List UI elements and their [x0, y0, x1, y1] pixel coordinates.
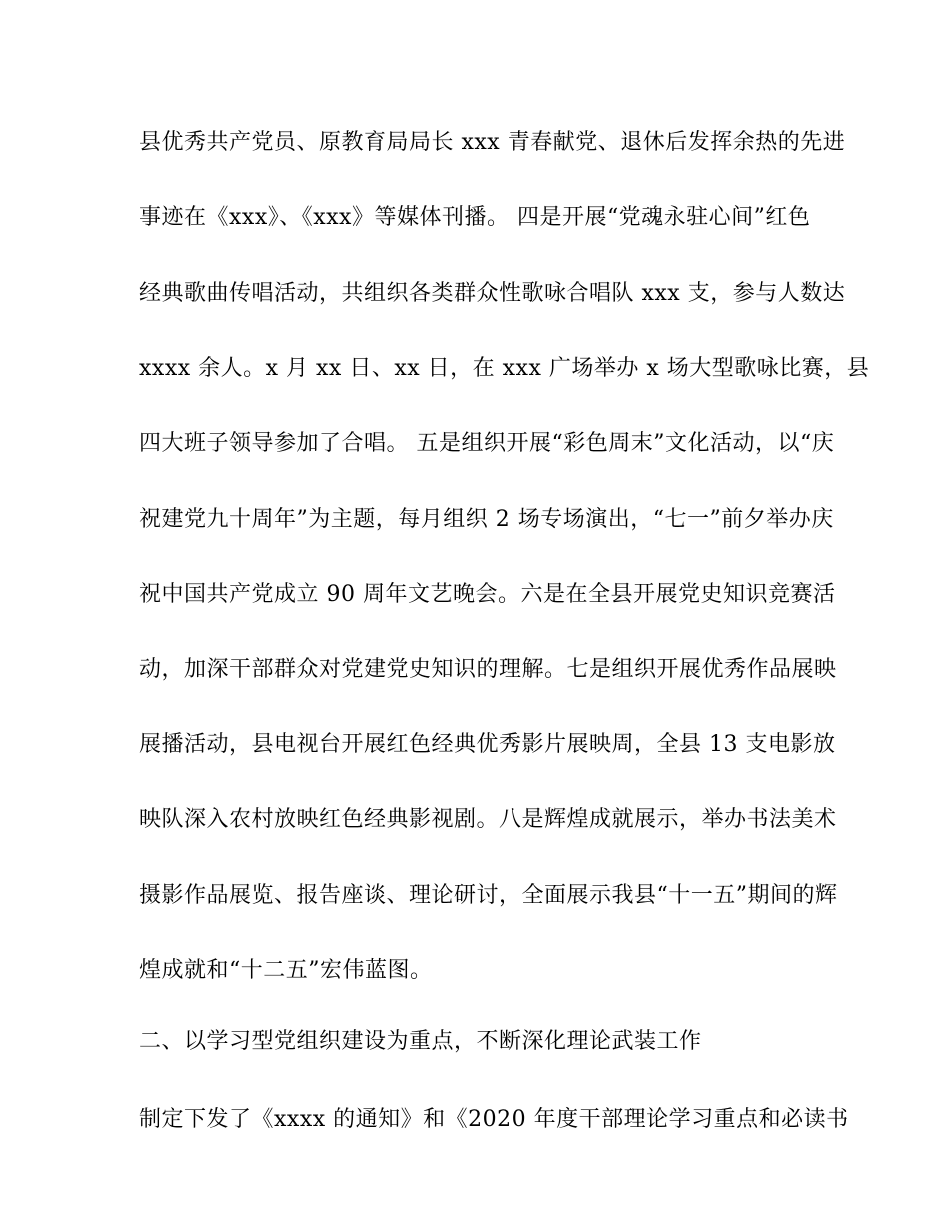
paragraph-line: 祝建党九十周年”为主题，每月组织 2 场专场演出，“七一”前夕举办庆 [139, 507, 834, 532]
paragraph-line: xxxx 余人。x 月 xx 日、xx 日，在 xxx 广场举办 x 场大型歌咏比赛，县 [139, 356, 870, 381]
paragraph-line: 展播活动，县电视台开展红色经典优秀影片展映周，全县 13 支电影放 [139, 732, 836, 757]
paragraph-line: 经典歌曲传唱活动，共组织各类群众性歌咏合唱队 xxx 支，参与人数达 [139, 281, 846, 306]
paragraph-line: 煌成就和“十二五”宏伟蓝图。 [139, 958, 433, 983]
paragraph-line: 事迹在《xxx》、《xxx》等媒体刊播。 四是开展“党魂永驻心间”红色 [139, 205, 811, 230]
paragraph-line: 县优秀共产党员、原教育局局长 xxx 青春献党、退休后发挥余热的先进 [139, 130, 846, 155]
paragraph-line: 摄影作品展览、报告座谈、理论研讨，全面展示我县“十一五”期间的辉 [139, 883, 838, 908]
paragraph-line: 动，加深干部群众对党建党史知识的理解。七是组织开展优秀作品展映 [139, 657, 837, 682]
paragraph-line: 制定下发了《xxxx 的通知》和《2020 年度干部理论学习重点和必读书 [139, 1107, 849, 1132]
section-heading: 二、以学习型党组织建设为重点，不断深化理论武装工作 [139, 1029, 702, 1054]
paragraph-line: 映队深入农村放映红色经典影视剧。八是辉煌成就展示，举办书法美术 [139, 807, 837, 832]
paragraph-line: 四大班子领导参加了合唱。 五是组织开展“彩色周末”文化活动，以“庆 [139, 431, 835, 456]
paragraph-line: 祝中国共产党成立 90 周年文艺晚会。六是在全县开展党史知识竞赛活 [139, 582, 836, 607]
